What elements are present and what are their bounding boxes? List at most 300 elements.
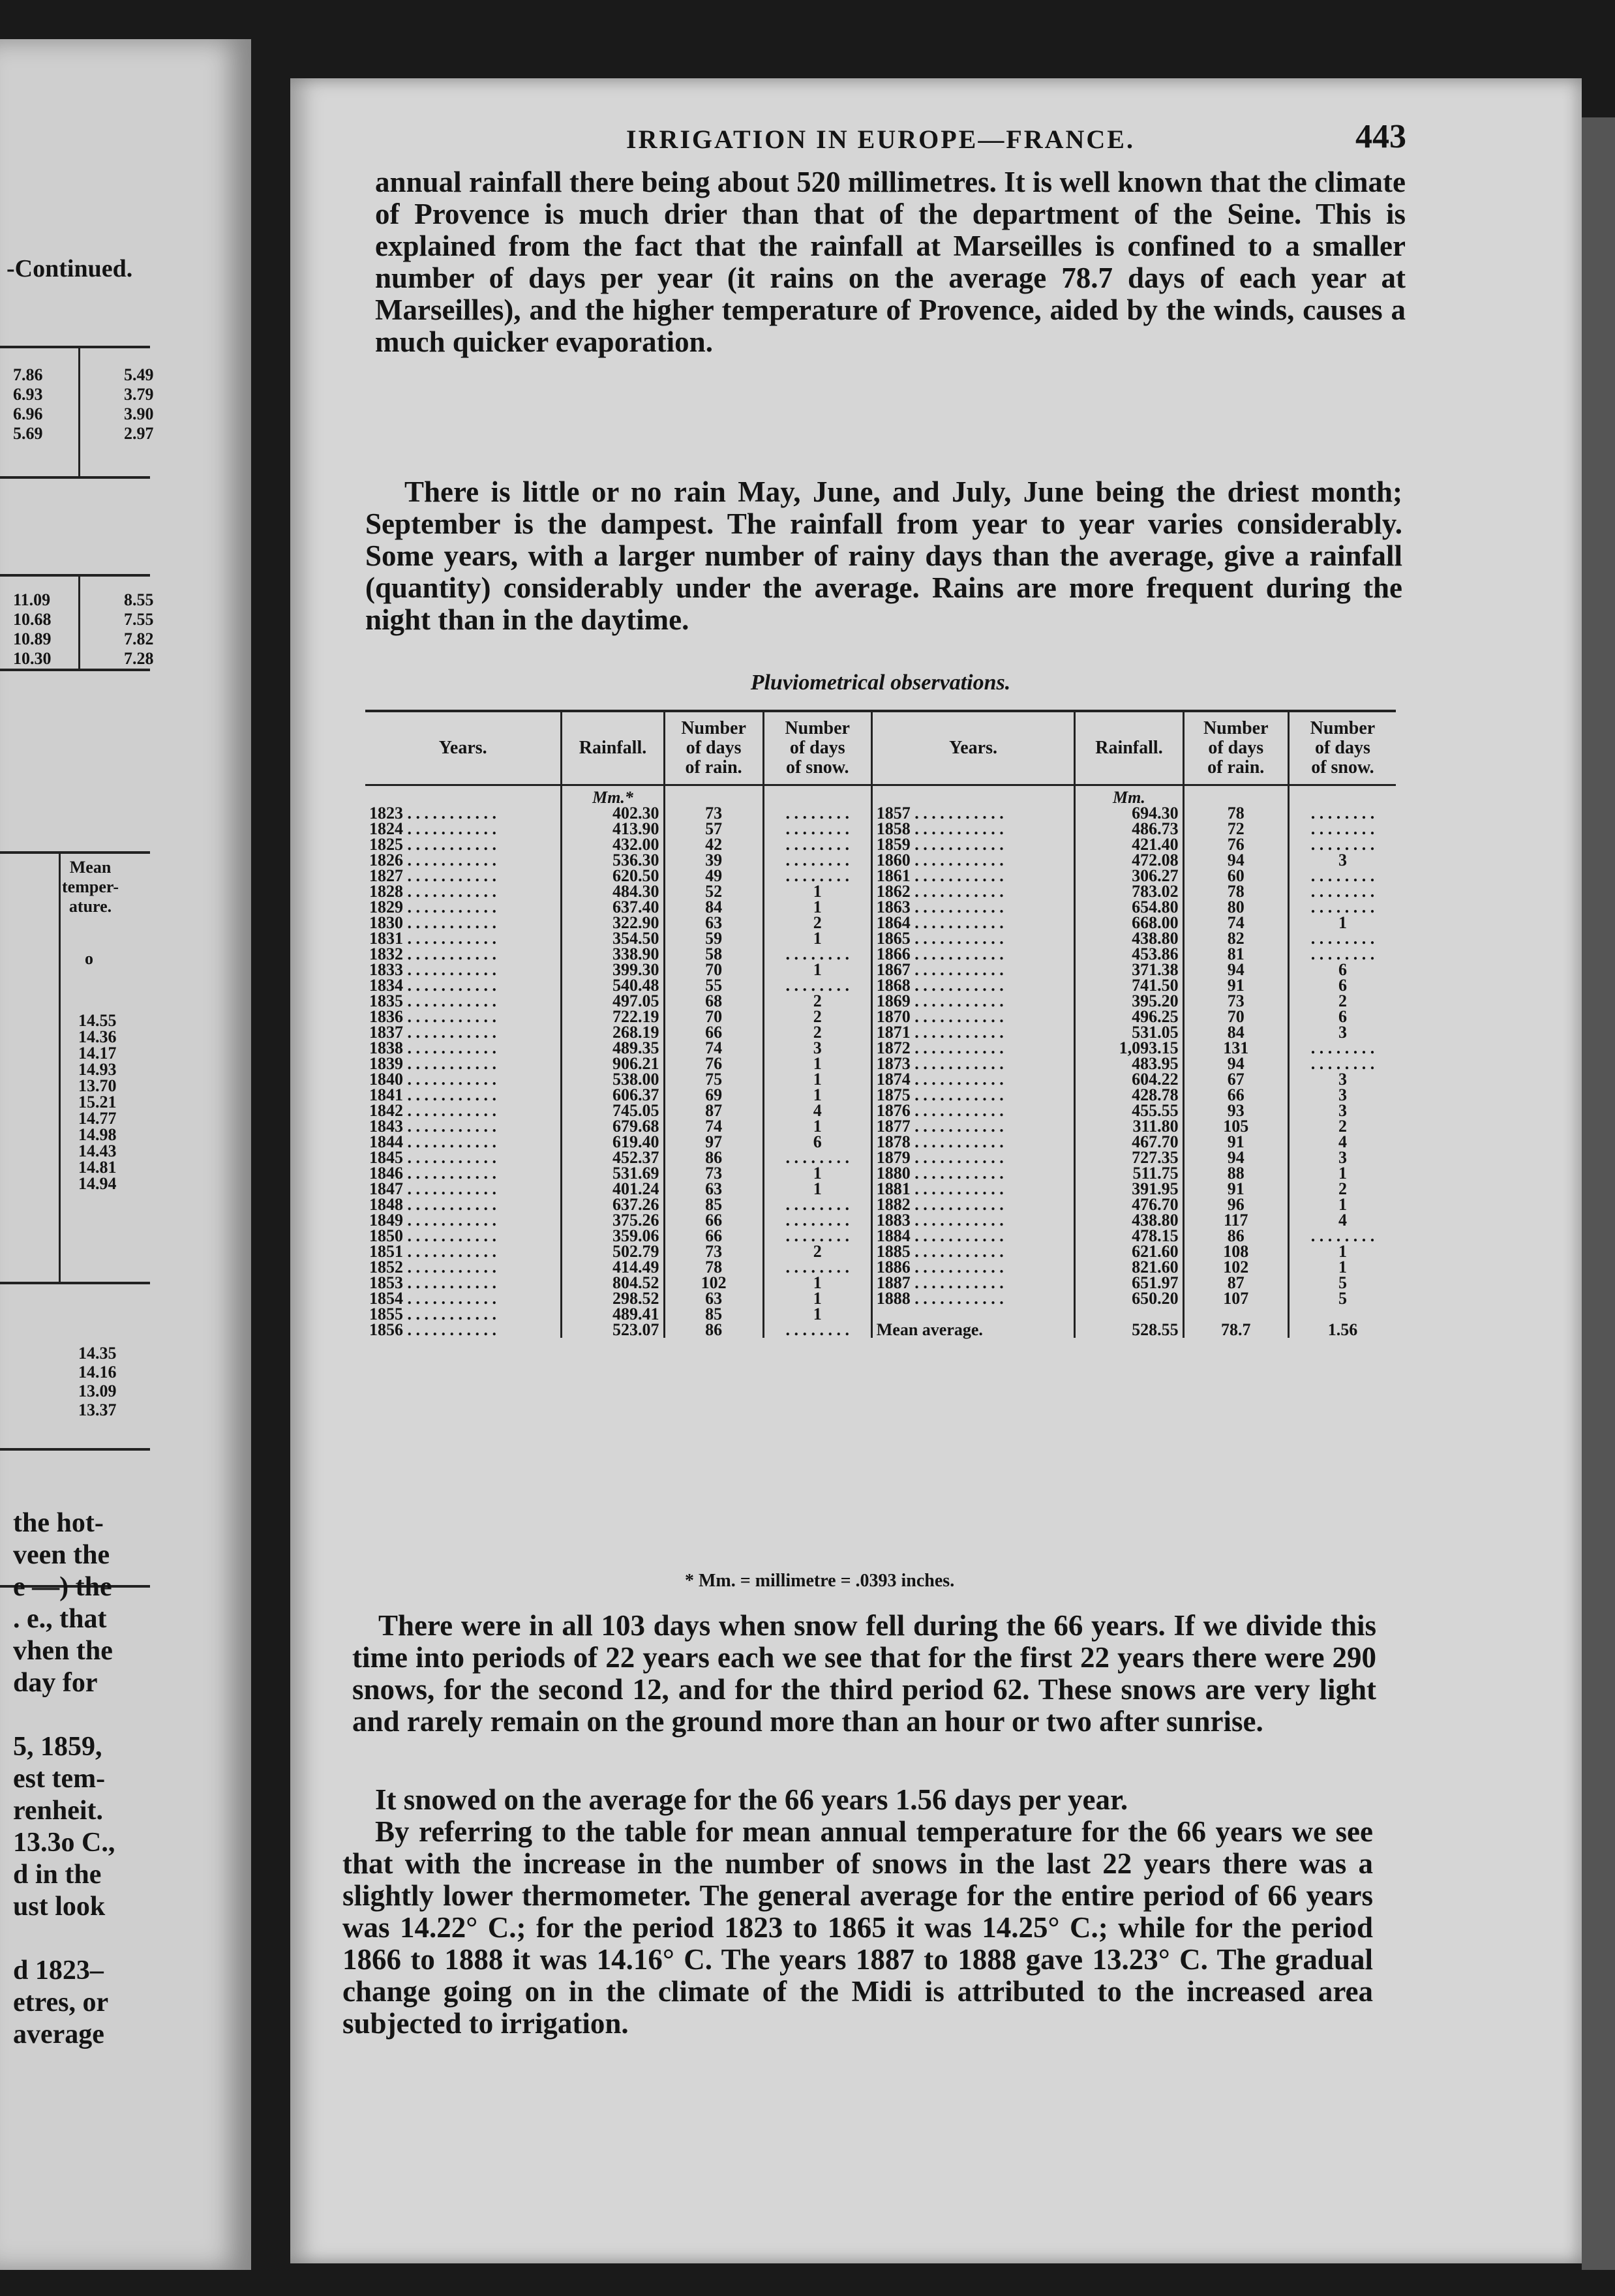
rain-days-cell: 73 [1183, 993, 1288, 1009]
col-snow-days-2: Number of days of snow. [1288, 711, 1396, 785]
snow-days-cell: 1 [1288, 1244, 1396, 1260]
mean-header-line: Mean [69, 858, 112, 877]
year-cell: 1827 . . . . . . . . . . . [369, 866, 496, 885]
year-cell: 1833 . . . . . . . . . . . [369, 960, 496, 979]
rainfall-cell: 502.79 [562, 1244, 664, 1260]
year-cell: 1877 . . . . . . . . . . . [871, 1119, 1075, 1134]
rainfall-cell: 472.08 [1075, 853, 1183, 868]
year-cell: 1861 . . . . . . . . . . . [871, 868, 1075, 884]
rainfall-cell: 414.49 [562, 1260, 664, 1275]
snow-days-cell: . . . . . . . . [763, 806, 871, 821]
snow-days-cell: 1 [763, 1166, 871, 1181]
rainfall-cell: 496.25 [1075, 1009, 1183, 1025]
year-cell: 1878 . . . . . . . . . . . [871, 1134, 1075, 1150]
rainfall-cell: 455.55 [1075, 1103, 1183, 1119]
rain-days-cell: 63 [664, 1291, 763, 1307]
rainfall-cell: 489.35 [562, 1040, 664, 1056]
left-temp-value: 14.16 [78, 1363, 117, 1382]
left-text-line: est tem- [13, 1764, 106, 1794]
rainfall-cell: 371.38 [1075, 962, 1183, 978]
rain-days-cell: 78 [664, 1260, 763, 1275]
rain-days-cell: 59 [664, 931, 763, 946]
col-rainfall-2: Rainfall. [1075, 711, 1183, 785]
rain-days-cell: 94 [1183, 853, 1288, 868]
rainfall-cell: 497.05 [562, 993, 664, 1009]
left-text-line: 13.3o C., [13, 1828, 115, 1858]
rainfall-cell: 783.02 [1075, 884, 1183, 899]
snow-days-cell: . . . . . . . . [1288, 931, 1396, 946]
rain-days-cell: 91 [1183, 978, 1288, 993]
left-temp-value: 14.43 [78, 1141, 117, 1160]
snow-days-cell: 2 [763, 915, 871, 931]
year-cell: 1842 . . . . . . . . . . . [369, 1101, 496, 1120]
year-cell: 1888 . . . . . . . . . . . [871, 1291, 1075, 1307]
left-text-line: the hot- [13, 1508, 104, 1538]
rain-days-cell: 94 [1183, 1056, 1288, 1072]
unit-label: Mm. [1075, 785, 1183, 806]
left-value: 2.97 [124, 424, 154, 443]
rain-days-cell: 72 [1183, 821, 1288, 837]
paragraph-5: By referring to the table for mean annual temperature for the 66 years we see that with the increase in the number of snows in the last 22 years there was a slightly lower thermometer. The general average for the entire period of 66 years was 14.22° C.; for the period 1823 to 1865 it was 14.25° C.; while for the period 1866 to 1888 it was 14.16° C. The years 1887 to 1888 gave 13.23° C. The gradual change going on in the climate of the Midi is attributed to the increased area subjected to irrigation. [342, 1815, 1373, 2040]
year-cell: 1826 . . . . . . . . . . . [369, 851, 496, 869]
table-caption: Pluviometrical observations. [750, 671, 1011, 695]
rain-days-cell: 74 [664, 1040, 763, 1056]
rainfall-cell: 821.60 [1075, 1260, 1183, 1275]
spacer [365, 785, 562, 806]
year-cell: 1866 . . . . . . . . . . . [871, 946, 1075, 962]
snow-days-cell: . . . . . . . . [1288, 1056, 1396, 1072]
snow-days-cell: 4 [1288, 1134, 1396, 1150]
rainfall-cell: 538.00 [562, 1072, 664, 1087]
year-cell: 1839 . . . . . . . . . . . [369, 1054, 496, 1073]
year-cell: 1832 . . . . . . . . . . . [369, 944, 496, 963]
rainfall-cell: 402.30 [562, 806, 664, 821]
left-value: 8.55 [124, 590, 154, 609]
left-text-line: veen the [13, 1540, 110, 1570]
year-cell: 1841 . . . . . . . . . . . [369, 1085, 496, 1104]
year-cell: 1843 . . . . . . . . . . . [369, 1117, 496, 1136]
rule [0, 346, 150, 348]
left-text-line: renheit. [13, 1796, 104, 1826]
rainfall-cell: 654.80 [1075, 899, 1183, 915]
left-table-row [13, 629, 154, 649]
year-cell: 1838 . . . . . . . . . . . [369, 1038, 496, 1057]
col-rain-days: Number of days of rain. [664, 711, 763, 785]
rain-days-cell: 70 [1183, 1009, 1288, 1025]
left-degree-mark: o [85, 949, 93, 968]
left-temp-value: 14.94 [78, 1174, 117, 1193]
year-cell: 1880 . . . . . . . . . . . [871, 1166, 1075, 1181]
left-text-line: e —) the [13, 1572, 112, 1602]
rain-days-cell: 73 [664, 1244, 763, 1260]
rainfall-cell: 268.19 [562, 1025, 664, 1040]
left-temp-value: 14.81 [78, 1158, 117, 1177]
rain-days-cell: 66 [664, 1228, 763, 1244]
snow-days-cell: 1 [763, 931, 871, 946]
snow-days-cell: 5 [1288, 1291, 1396, 1307]
year-cell: 1853 . . . . . . . . . . . [369, 1273, 496, 1292]
rain-days-cell: 70 [664, 1009, 763, 1025]
rainfall-cell: 298.52 [562, 1291, 664, 1307]
unit-row [365, 785, 1396, 806]
left-value: 7.86 [13, 365, 43, 384]
snow-days-cell: 1 [763, 1307, 871, 1322]
left-value: 10.89 [13, 629, 52, 648]
year-cell: 1859 . . . . . . . . . . . [871, 837, 1075, 853]
left-temp-value: 14.36 [78, 1027, 117, 1046]
snow-days-cell: 3 [1288, 1025, 1396, 1040]
snow-days-cell: 1 [763, 1181, 871, 1197]
left-value: 6.93 [13, 385, 43, 404]
rain-days-cell: 70 [664, 962, 763, 978]
rain-days-cell: 87 [664, 1103, 763, 1119]
mean-header-line: ature. [68, 897, 112, 916]
left-text-line: vhen the [13, 1636, 113, 1666]
rain-days-cell: 102 [664, 1275, 763, 1291]
snow-days-cell: 3 [1288, 853, 1396, 868]
year-cell: 1829 . . . . . . . . . . . [369, 898, 496, 916]
snow-days-cell: 3 [763, 1040, 871, 1056]
rainfall-cell: 804.52 [562, 1275, 664, 1291]
rainfall-cell: 727.35 [1075, 1150, 1183, 1166]
snow-days-cell: . . . . . . . . [763, 1322, 871, 1338]
left-temp-value: 13.37 [78, 1400, 117, 1419]
rainfall-cell: 453.86 [1075, 946, 1183, 962]
snow-days-cell: . . . . . . . . [1288, 1228, 1396, 1244]
snow-days-cell: 5 [1288, 1275, 1396, 1291]
rain-days-cell: 76 [664, 1056, 763, 1072]
rainfall-cell: 523.07 [562, 1322, 664, 1338]
year-cell: 1854 . . . . . . . . . . . [369, 1289, 496, 1308]
rain-days-cell: 66 [664, 1213, 763, 1228]
snow-days-cell: 2 [763, 993, 871, 1009]
left-value: 11.09 [13, 590, 51, 609]
rainfall-cell: 668.00 [1075, 915, 1183, 931]
paragraph-4: It snowed on the average for the 66 years 1.56 days per year. [375, 1783, 1128, 1816]
snow-days-cell: 2 [1288, 1181, 1396, 1197]
year-cell: 1884 . . . . . . . . . . . [871, 1228, 1075, 1244]
rainfall-cell: 421.40 [1075, 837, 1183, 853]
year-cell: 1871 . . . . . . . . . . . [871, 1025, 1075, 1040]
left-page-fragment [0, 39, 251, 2270]
rainfall-cell: 745.05 [562, 1103, 664, 1119]
left-table-row [13, 404, 154, 424]
snow-days-cell: . . . . . . . . [1288, 899, 1396, 915]
year-cell: 1844 . . . . . . . . . . . [369, 1132, 496, 1151]
snow-days-cell: 1 [763, 1119, 871, 1134]
rain-days-cell: 88 [1183, 1166, 1288, 1181]
snow-days-cell: 4 [1288, 1213, 1396, 1228]
year-cell: 1848 . . . . . . . . . . . [369, 1195, 496, 1214]
rainfall-cell: 428.78 [1075, 1087, 1183, 1103]
rainfall-cell: 741.50 [1075, 978, 1183, 993]
rainfall-cell: 413.90 [562, 821, 664, 837]
snow-days-cell: . . . . . . . . [1288, 837, 1396, 853]
year-cell: 1887 . . . . . . . . . . . [871, 1275, 1075, 1291]
snow-days-cell: 1 [1288, 1260, 1396, 1275]
left-value: 5.49 [124, 365, 154, 384]
year-cell: 1865 . . . . . . . . . . . [871, 931, 1075, 946]
rain-days-cell: 131 [1183, 1040, 1288, 1056]
snow-days-cell: 2 [1288, 1119, 1396, 1134]
rain-days-cell: 87 [1183, 1275, 1288, 1291]
col-years-2: Years. [871, 711, 1075, 785]
left-text-line: d 1823– [13, 1956, 104, 1986]
mean-rain-days: 78.7 [1183, 1322, 1288, 1338]
rainfall-cell: 452.37 [562, 1150, 664, 1166]
rule [59, 851, 61, 1282]
snow-days-cell: . . . . . . . . [763, 837, 871, 853]
rain-days-cell: 73 [664, 806, 763, 821]
snow-days-cell: 1 [763, 1291, 871, 1307]
table-row [365, 1291, 1396, 1307]
snow-days-cell: 1 [1288, 1197, 1396, 1213]
paragraph-1: annual rainfall there being about 520 millimetres. It is well known that the climate of Provence is much drier than that of the department of the Seine. This is explained from the fact that the rainfall at Marseilles is confined to a smaller number of days per year (it rains on the average 78.7 days of each year at Marseilles), and the higher temperature of Provence, aided by the winds, causes a much quicker evaporation. [375, 166, 1406, 358]
year-cell: 1823 . . . . . . . . . . . [369, 804, 496, 823]
rain-days-cell: 74 [1183, 915, 1288, 931]
rainfall-cell: 311.80 [1075, 1119, 1183, 1134]
rainfall-cell: 1,093.15 [1075, 1040, 1183, 1056]
left-text-line: etres, or [13, 1987, 109, 2017]
rainfall-cell: 620.50 [562, 868, 664, 884]
rain-days-cell: 58 [664, 946, 763, 962]
rainfall-cell: 476.70 [1075, 1197, 1183, 1213]
year-cell: 1852 . . . . . . . . . . . [369, 1258, 496, 1276]
year-cell: 1867 . . . . . . . . . . . [871, 962, 1075, 978]
rain-days-cell: 94 [1183, 1150, 1288, 1166]
rain-days-cell: 76 [1183, 837, 1288, 853]
rule [0, 574, 150, 577]
year-cell: 1831 . . . . . . . . . . . [369, 929, 496, 948]
rainfall-cell: 540.48 [562, 978, 664, 993]
mean-rainfall: 528.55 [1075, 1322, 1183, 1338]
left-value: 6.96 [13, 404, 43, 423]
rainfall-cell: 401.24 [562, 1181, 664, 1197]
snow-days-cell: . . . . . . . . [763, 1213, 871, 1228]
rain-days-cell: 42 [664, 837, 763, 853]
spacer [871, 785, 1075, 806]
rainfall-cell: 438.80 [1075, 931, 1183, 946]
left-table-row [13, 424, 154, 444]
rainfall-cell: 906.21 [562, 1056, 664, 1072]
left-text-line: . e., that [13, 1604, 107, 1634]
snow-days-cell: 3 [1288, 1150, 1396, 1166]
rainfall-cell: 391.95 [1075, 1181, 1183, 1197]
rainfall-cell: 438.80 [1075, 1213, 1183, 1228]
left-table-row [13, 610, 154, 629]
rainfall-cell: 531.69 [562, 1166, 664, 1181]
left-temp-value: 14.55 [78, 1011, 117, 1030]
snow-days-cell: 6 [1288, 1009, 1396, 1025]
rainfall-cell: 467.70 [1075, 1134, 1183, 1150]
snow-days-cell: 1 [763, 899, 871, 915]
year-cell: 1862 . . . . . . . . . . . [871, 884, 1075, 899]
rain-days-cell: 66 [664, 1025, 763, 1040]
rain-days-cell: 117 [1183, 1213, 1288, 1228]
year-cell: 1874 . . . . . . . . . . . [871, 1072, 1075, 1087]
left-table-row [13, 649, 154, 669]
year-cell: 1876 . . . . . . . . . . . [871, 1103, 1075, 1119]
left-mean-temperature-header [62, 858, 119, 916]
rain-days-cell: 102 [1183, 1260, 1288, 1275]
year-cell: 1828 . . . . . . . . . . . [369, 882, 496, 901]
rain-days-cell: 49 [664, 868, 763, 884]
year-cell: 1869 . . . . . . . . . . . [871, 993, 1075, 1009]
year-cell: 1856 . . . . . . . . . . . [369, 1320, 496, 1339]
rain-days-cell: 108 [1183, 1244, 1288, 1260]
year-cell: 1863 . . . . . . . . . . . [871, 899, 1075, 915]
year-cell: 1836 . . . . . . . . . . . [369, 1007, 496, 1026]
year-cell: 1834 . . . . . . . . . . . [369, 976, 496, 995]
rain-days-cell: 68 [664, 993, 763, 1009]
rainfall-cell: 621.60 [1075, 1244, 1183, 1260]
left-table-row [13, 365, 154, 385]
rain-days-cell: 78 [1183, 806, 1288, 821]
rain-days-cell: 107 [1183, 1291, 1288, 1307]
rainfall-cell: 511.75 [1075, 1166, 1183, 1181]
table-footnote: * Mm. = millimetre = .0393 inches. [685, 1571, 955, 1591]
left-value: 10.30 [13, 649, 52, 668]
rain-days-cell: 105 [1183, 1119, 1288, 1134]
rainfall-cell: 483.95 [1075, 1056, 1183, 1072]
rain-days-cell: 78 [1183, 884, 1288, 899]
rainfall-cell: 619.40 [562, 1134, 664, 1150]
running-header: IRRIGATION IN EUROPE—FRANCE. [626, 125, 1135, 154]
left-value: 3.79 [124, 385, 154, 404]
rain-days-cell: 81 [1183, 946, 1288, 962]
rainfall-cell: 650.20 [1075, 1291, 1183, 1307]
col-rain-days-2: Number of days of rain. [1183, 711, 1288, 785]
snow-days-cell: 1 [763, 962, 871, 978]
year-cell: 1858 . . . . . . . . . . . [871, 821, 1075, 837]
pluviometrical-table [365, 710, 1396, 1338]
left-temp-value: 15.21 [78, 1093, 117, 1111]
snow-days-cell: 1 [1288, 915, 1396, 931]
snow-days-cell: 3 [1288, 1072, 1396, 1087]
snow-days-cell: . . . . . . . . [763, 946, 871, 962]
year-cell: 1875 . . . . . . . . . . . [871, 1087, 1075, 1103]
year-cell: 1830 . . . . . . . . . . . [369, 913, 496, 932]
snow-days-cell: 3 [1288, 1087, 1396, 1103]
year-cell: 1824 . . . . . . . . . . . [369, 819, 496, 838]
rain-days-cell: 57 [664, 821, 763, 837]
rainfall-cell: 637.26 [562, 1197, 664, 1213]
table-row [365, 1322, 1396, 1338]
rain-days-cell: 85 [664, 1307, 763, 1322]
year-cell: 1879 . . . . . . . . . . . [871, 1150, 1075, 1166]
rainfall-cell: 679.68 [562, 1119, 664, 1134]
rainfall-cell: 651.97 [1075, 1275, 1183, 1291]
year-cell: 1837 . . . . . . . . . . . [369, 1023, 496, 1042]
year-cell: 1870 . . . . . . . . . . . [871, 1009, 1075, 1025]
left-text-line: ust look [13, 1892, 106, 1922]
left-temp-value: 14.35 [78, 1344, 117, 1363]
year-cell: 1845 . . . . . . . . . . . [369, 1148, 496, 1167]
snow-days-cell: 3 [1288, 1103, 1396, 1119]
left-text-line: day for [13, 1668, 98, 1698]
left-continued-label: -Continued. [7, 255, 133, 282]
year-cell: 1882 . . . . . . . . . . . [871, 1197, 1075, 1213]
snow-days-cell: . . . . . . . . [763, 1150, 871, 1166]
year-cell: 1881 . . . . . . . . . . . [871, 1181, 1075, 1197]
year-cell: 1847 . . . . . . . . . . . [369, 1179, 496, 1198]
rain-days-cell: 69 [664, 1087, 763, 1103]
snow-days-cell: . . . . . . . . [1288, 884, 1396, 899]
snow-days-cell: 6 [763, 1134, 871, 1150]
spacer [763, 785, 871, 806]
col-snow-days: Number of days of snow. [763, 711, 871, 785]
rain-days-cell: 97 [664, 1134, 763, 1150]
rain-days-cell: 39 [664, 853, 763, 868]
year-cell: 1864 . . . . . . . . . . . [871, 915, 1075, 931]
left-value: 5.69 [13, 424, 43, 443]
rainfall-cell: 359.06 [562, 1228, 664, 1244]
rain-days-cell: 85 [664, 1197, 763, 1213]
snow-days-cell: . . . . . . . . [763, 853, 871, 868]
year-cell: 1873 . . . . . . . . . . . [871, 1056, 1075, 1072]
rain-days-cell: 94 [1183, 962, 1288, 978]
paragraph-3: There were in all 103 days when snow fell during the 66 years. If we divide this time into periods of 22 years each we see that for the first 22 years there were 290 snows, for the second 12, and for the third period 62. These snows are very light and rarely remain on the ground more than an hour or two after sunrise. [352, 1609, 1376, 1738]
spacer [1288, 785, 1396, 806]
rain-days-cell: 91 [1183, 1134, 1288, 1150]
rain-days-cell: 82 [1183, 931, 1288, 946]
snow-days-cell: . . . . . . . . [1288, 868, 1396, 884]
rain-days-cell: 52 [664, 884, 763, 899]
rainfall-cell: 399.30 [562, 962, 664, 978]
year-cell: 1860 . . . . . . . . . . . [871, 853, 1075, 868]
snow-days-cell: . . . . . . . . [763, 1228, 871, 1244]
paragraph-2: There is little or no rain May, June, and July, June being the driest month; September is the dampest. The rainfall from year to year varies considerably. Some years, with a larger number of rainy days than the average, give a rainfall (quantity) considerably under the average. Rains are more frequent during the night than in the daytime. [365, 476, 1402, 636]
year-cell: 1855 . . . . . . . . . . . [369, 1305, 496, 1323]
snow-days-cell: 1 [763, 1275, 871, 1291]
snow-days-cell: 2 [763, 1025, 871, 1040]
rainfall-cell: 604.22 [1075, 1072, 1183, 1087]
year-cell: 1825 . . . . . . . . . . . [369, 835, 496, 854]
col-years: Years. [365, 711, 562, 785]
year-cell: 1872 . . . . . . . . . . . [871, 1040, 1075, 1056]
snow-days-cell: . . . . . . . . [1288, 806, 1396, 821]
rainfall-cell: 637.40 [562, 899, 664, 915]
year-cell: 1835 . . . . . . . . . . . [369, 991, 496, 1010]
spacer [664, 785, 763, 806]
snow-days-cell: . . . . . . . . [763, 868, 871, 884]
left-text-line: d in the [13, 1860, 102, 1890]
snow-days-cell: . . . . . . . . [763, 1260, 871, 1275]
rule [0, 1448, 150, 1451]
rainfall-cell: 722.19 [562, 1009, 664, 1025]
rain-days-cell: 86 [664, 1150, 763, 1166]
page-number: 443 [1355, 118, 1406, 155]
left-table-row [13, 385, 154, 404]
snow-days-cell: 2 [763, 1009, 871, 1025]
left-value: 10.68 [13, 610, 52, 629]
rain-days-cell: 55 [664, 978, 763, 993]
snow-days-cell: 6 [1288, 962, 1396, 978]
rainfall-cell: 694.30 [1075, 806, 1183, 821]
rain-days-cell: 67 [1183, 1072, 1288, 1087]
rain-days-cell: 73 [664, 1166, 763, 1181]
unit-label: Mm.* [562, 785, 664, 806]
rain-days-cell: 66 [1183, 1087, 1288, 1103]
snow-days-cell: . . . . . . . . [1288, 1040, 1396, 1056]
left-temp-value: 14.17 [78, 1044, 117, 1063]
rain-days-cell: 63 [664, 1181, 763, 1197]
rainfall-cell: 395.20 [1075, 993, 1183, 1009]
left-value: 3.90 [124, 404, 154, 423]
year-cell: 1849 . . . . . . . . . . . [369, 1211, 496, 1230]
snow-days-cell: . . . . . . . . [1288, 821, 1396, 837]
book-edge [1582, 117, 1615, 2270]
